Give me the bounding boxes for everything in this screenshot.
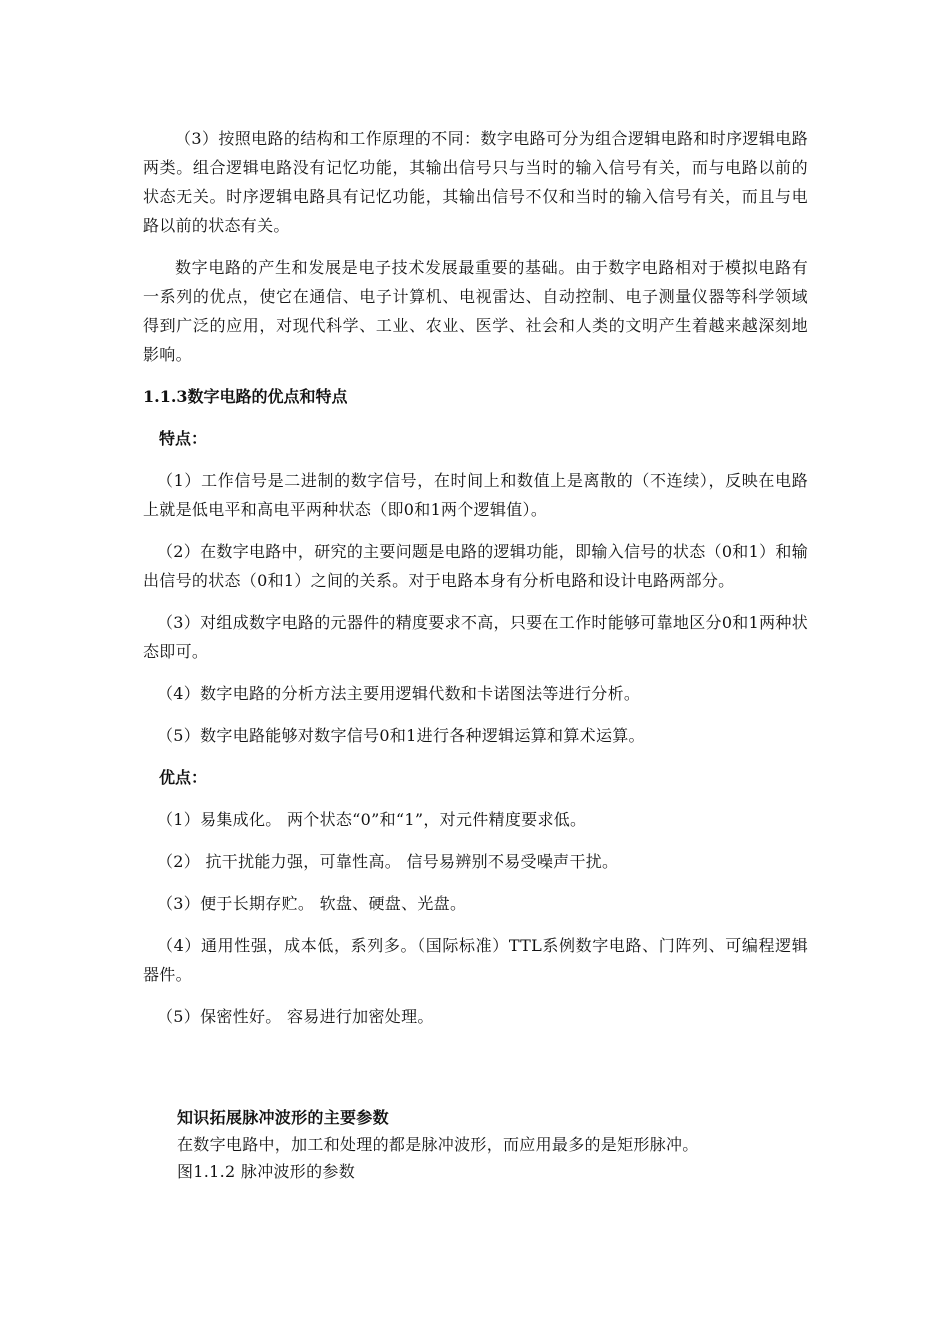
feature-item-2: （2）在数字电路中，研究的主要问题是电路的逻辑功能，即输入信号的状态（0和1）和输出信号的状态（0和1）之间的关系。对于电路本身有分析电路和设计电路两部分。: [143, 542, 808, 590]
knowledge-extension: [177, 1104, 817, 1185]
extension-text: 在数字电路中，加工和处理的都是脉冲波形，而应用最多的是矩形脉冲。: [177, 1135, 699, 1154]
document-body: [143, 124, 808, 1044]
extension-title: 知识拓展脉冲波形的主要参数: [177, 1108, 389, 1127]
advantages-label: 优点：: [159, 768, 208, 787]
section-heading: 1.1.3数字电路的优点和特点: [143, 387, 348, 406]
advantage-item-2: （2） 抗干扰能力强，可靠性高。 信号易辨别不易受噪声干扰。: [157, 852, 619, 871]
advantage-item-1: （1）易集成化。 两个状态“0”和“1”，对元件精度要求低。: [157, 810, 587, 829]
advantage-item-5: （5）保密性好。 容易进行加密处理。: [157, 1007, 434, 1026]
feature-item-1: （1）工作信号是二进制的数字信号，在时间上和数值上是离散的（不连续），反映在电路上就是低电平和高电平两种状态（即0和1两个逻辑值）。: [143, 471, 808, 519]
feature-item-4: （4）数字电路的分析方法主要用逻辑代数和卡诺图法等进行分析。: [157, 684, 641, 703]
advantage-item-3: （3）便于长期存贮。 软盘、硬盘、光盘。: [157, 894, 467, 913]
intro-paragraph-2: 数字电路的产生和发展是电子技术发展最重要的基础。由于数字电路相对于模拟电路有一系列的优点，使它在通信、电子计算机、电视雷达、自动控制、电子测量仪器等科学领域得到广泛的应用，对现代科学、工业、农业、医学、社会和人类的文明产生着越来越深刻地影响。: [143, 258, 808, 364]
figure-caption: 图1.1.2 脉冲波形的参数: [177, 1162, 355, 1181]
feature-item-5: （5）数字电路能够对数字信号0和1进行各种逻辑运算和算术运算。: [157, 726, 645, 745]
features-label: 特点：: [159, 429, 208, 448]
intro-paragraph-1: （3）按照电路的结构和工作原理的不同：数字电路可分为组合逻辑电路和时序逻辑电路两类。组合逻辑电路没有记忆功能，其输出信号只与当时的输入信号有关，而与电路以前的状态无关。时序逻辑电路具有记忆功能，其输出信号不仅和当时的输入信号有关，而且与电路以前的状态有关。: [143, 129, 808, 235]
feature-item-3: （3）对组成数字电路的元器件的精度要求不高，只要在工作时能够可靠地区分0和1两种状态即可。: [143, 613, 808, 661]
advantage-item-4: （4）通用性强，成本低，系列多。（国际标准）TTL系例数字电路、门阵列、可编程逻辑器件。: [143, 936, 808, 984]
